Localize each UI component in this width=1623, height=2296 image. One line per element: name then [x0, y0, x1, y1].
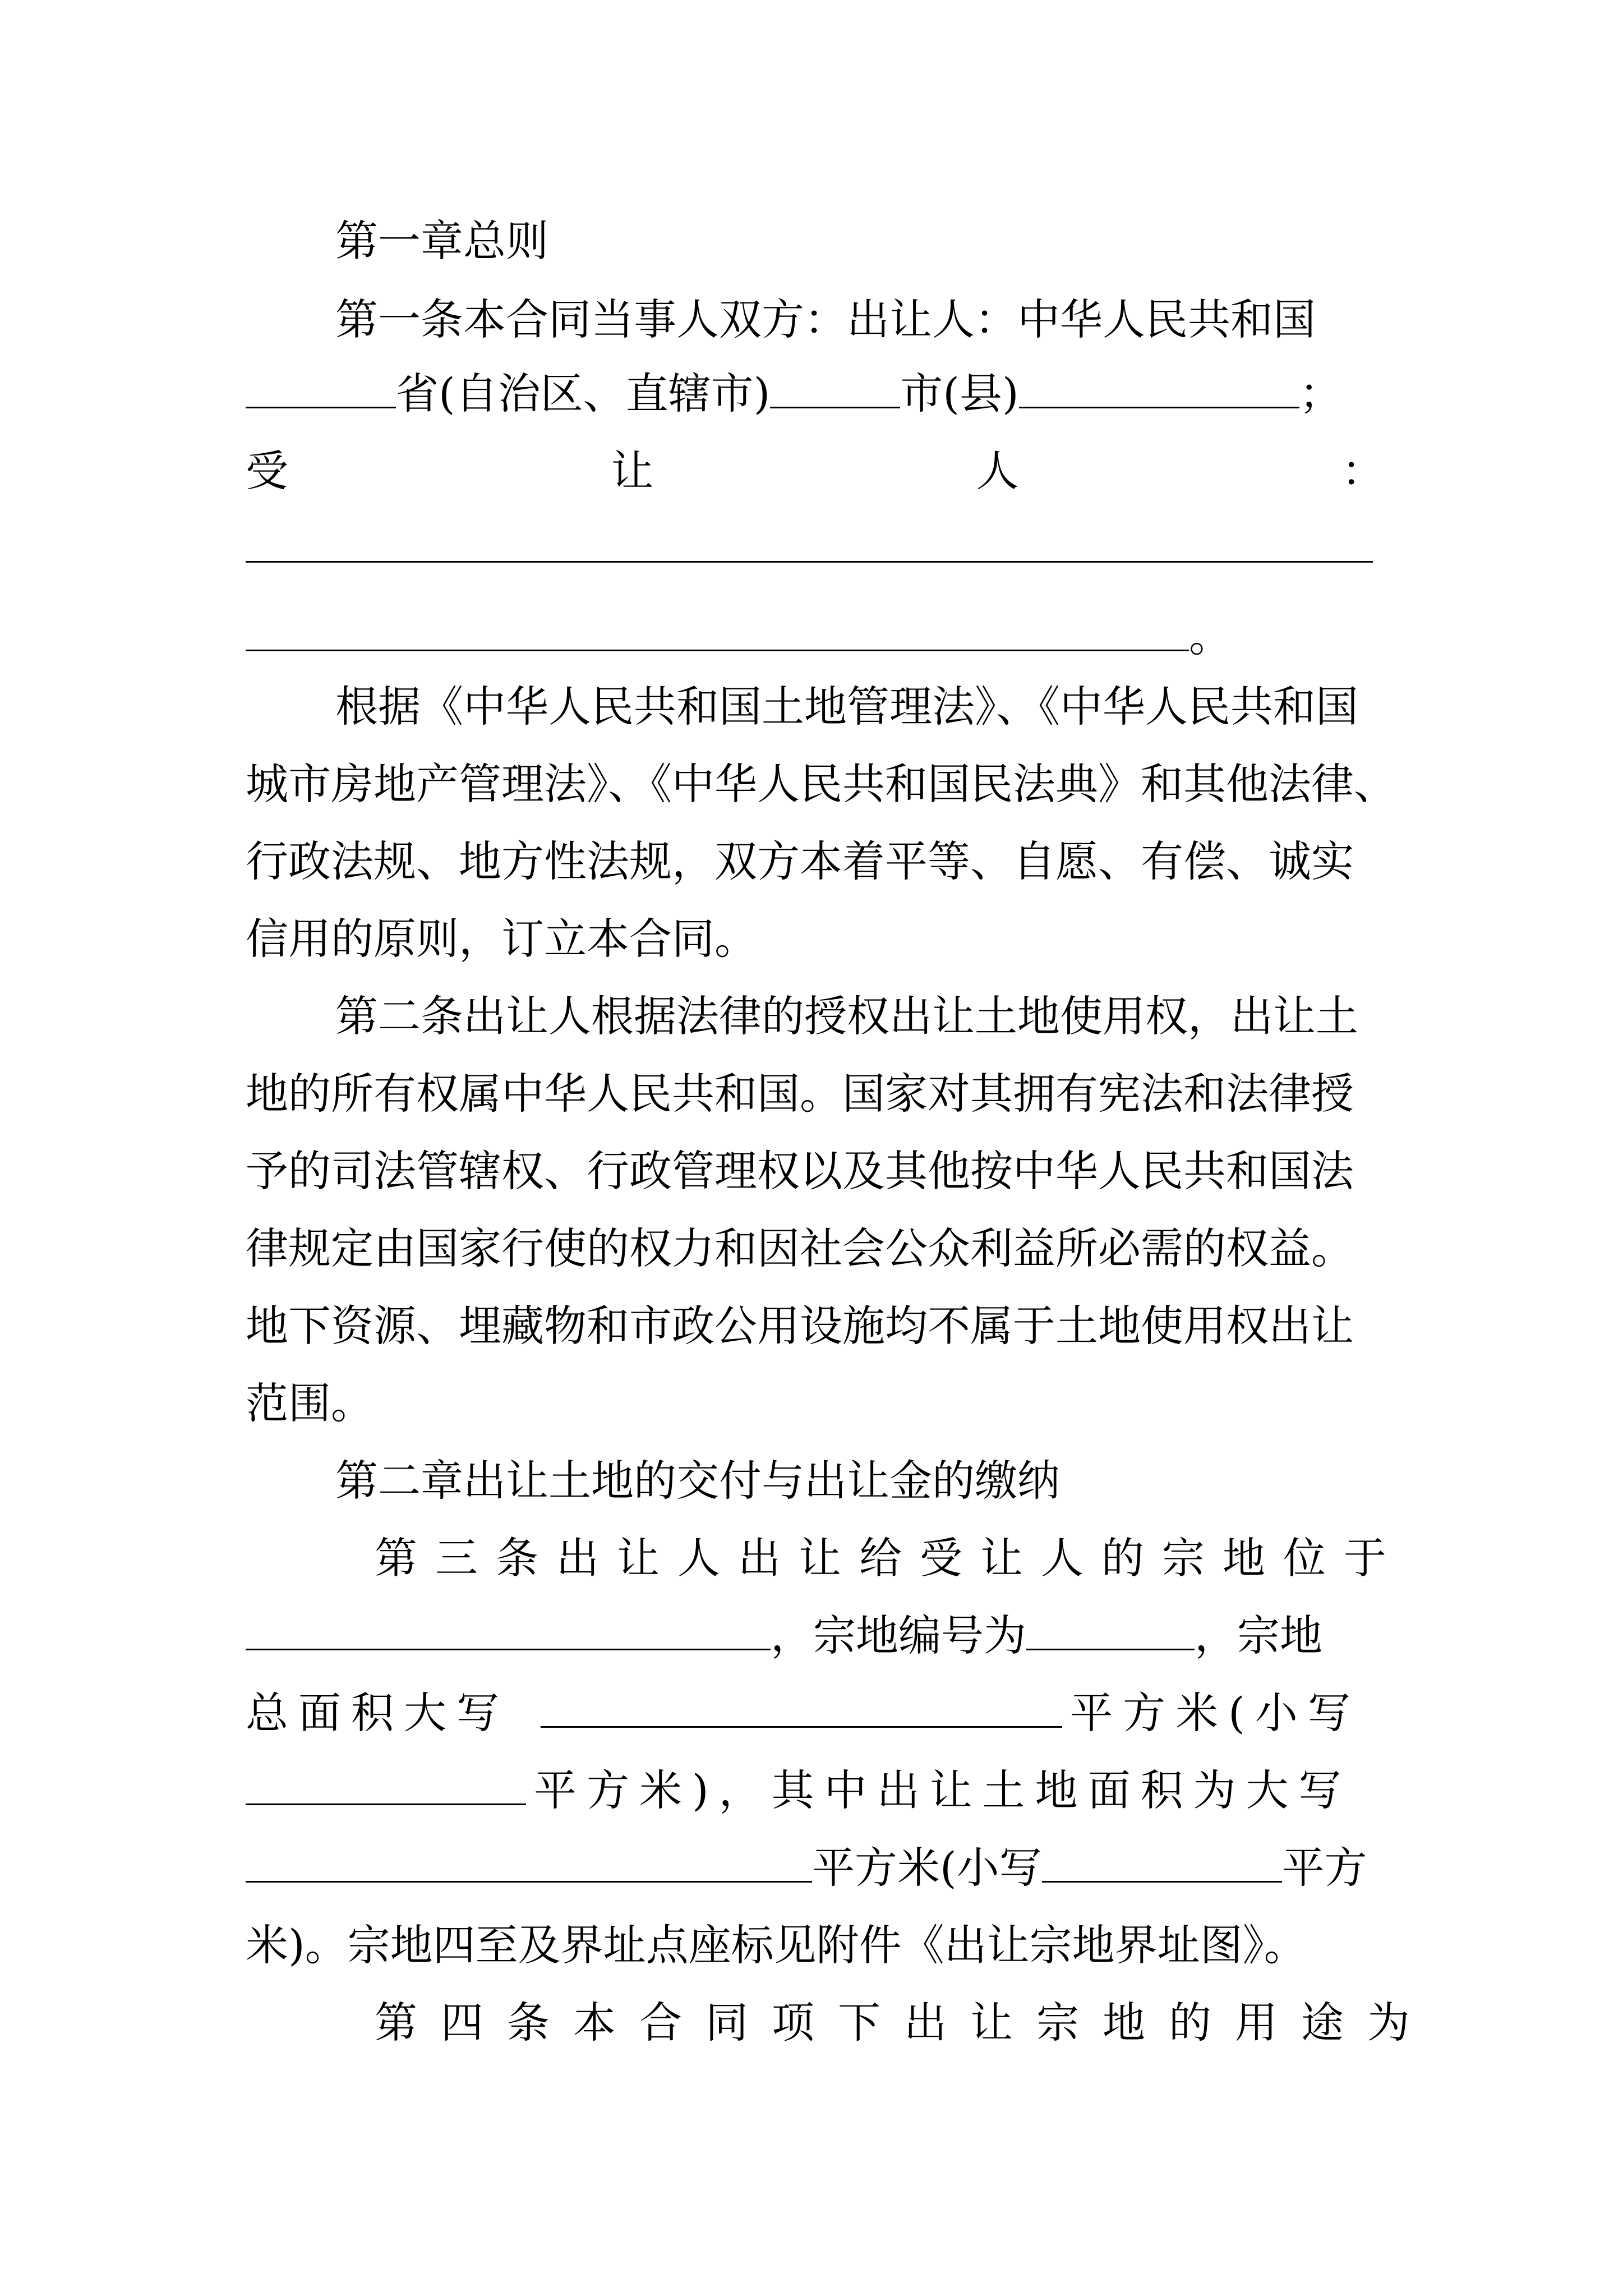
- article-2-line-6: 范围。: [246, 1378, 374, 1428]
- parcel-number-blank: [1026, 1615, 1195, 1650]
- assigned-area-uppercase-blank: [246, 1847, 812, 1883]
- total-area-label: 总面积大写: [246, 1688, 509, 1738]
- assignee-char-2: 让: [611, 446, 654, 496]
- assignee-char-4: ：: [1341, 446, 1384, 496]
- article-3-line-2: [246, 1608, 1384, 1664]
- article-2-line-2: 地的所有权属中华人民共和国。国家对其拥有宪法和法律授: [246, 1069, 1354, 1119]
- article-3-line-3: [246, 1685, 1384, 1741]
- assignee-char-1: 受: [246, 446, 288, 496]
- basis-line-3: 行政法规、地方性法规，双方本着平等、自愿、有偿、诚实: [246, 836, 1354, 886]
- article-1-text: 第一条本合同当事人双方：出让人：中华人民共和国: [335, 295, 1316, 344]
- article-1-line-1: [335, 292, 1384, 348]
- total-area-small-blank: [246, 1770, 526, 1805]
- city-blank: [770, 373, 900, 408]
- sqm-close-label: 平方米)，其中出让土地面积为大写: [534, 1765, 1352, 1815]
- city-label: 市(县): [900, 369, 1019, 418]
- sqm-small-label: 平方米(小写: [1070, 1688, 1361, 1738]
- article-3-line-4: [246, 1763, 1384, 1819]
- chapter-2-title: 第二章出让土地的交付与出让金的缴纳: [335, 1456, 1060, 1506]
- article-2-line-4: 律规定由国家行使的权力和因社会公众利益所必需的权益。: [246, 1223, 1354, 1273]
- parcel-number-label: ，宗地编号为: [771, 1611, 1026, 1660]
- assignee-blank-line-2: [246, 616, 1189, 651]
- assignee-label-line: [246, 443, 1384, 499]
- basis-line-1: 根据《中华人民共和国土地管理法》、《中华人民共和国: [335, 682, 1358, 731]
- article-3-line-6: 米)。宗地四至及界址点座标见附件《出让宗地界址图》。: [246, 1920, 1307, 1970]
- assignee-char-3: 人: [976, 446, 1019, 496]
- period: 。: [1189, 611, 1232, 661]
- chapter-1-title: 第一章总则: [335, 216, 548, 266]
- total-area-uppercase-blank: [541, 1692, 1062, 1728]
- assignee-blank-line-1: [246, 561, 1373, 563]
- article-2-line-3: 予的司法管辖权、行政管理权以及其他按中华人民共和国法: [246, 1146, 1354, 1196]
- sqm-small-label-2: 平方米(小写: [812, 1843, 1042, 1893]
- article-2-line-5: 地下资源、埋藏物和市政公用设施均不属于土地使用权出让: [246, 1301, 1354, 1351]
- location-blank: [246, 1615, 771, 1650]
- parcel-label: ，宗地: [1195, 1611, 1322, 1660]
- semicolon: ；: [1299, 369, 1342, 418]
- article-1-line-2: [246, 366, 1384, 422]
- article-4-line-1: 第四条本合同项下出让宗地的用途为: [375, 1998, 1433, 2047]
- assignee-line-2: [246, 609, 1384, 665]
- article-2-line-1: 第二条出让人根据法律的授权出让土地使用权，出让土: [335, 991, 1358, 1041]
- assigned-area-small-blank: [1042, 1847, 1282, 1883]
- basis-line-4: 信用的原则，订立本合同。: [246, 914, 757, 964]
- article-3-line-1: 第三条出让人出让给受让人的宗地位于: [375, 1533, 1404, 1583]
- province-label: 省(自治区、直辖市): [396, 369, 771, 418]
- province-blank: [246, 373, 396, 408]
- article-3-line-5: [246, 1840, 1384, 1896]
- sqm-end-label: 平方: [1281, 1843, 1367, 1893]
- county-blank: [1019, 373, 1299, 408]
- basis-line-2: 城市房地产管理法》、《中华人民共和国民法典》和其他法律、: [246, 759, 1396, 809]
